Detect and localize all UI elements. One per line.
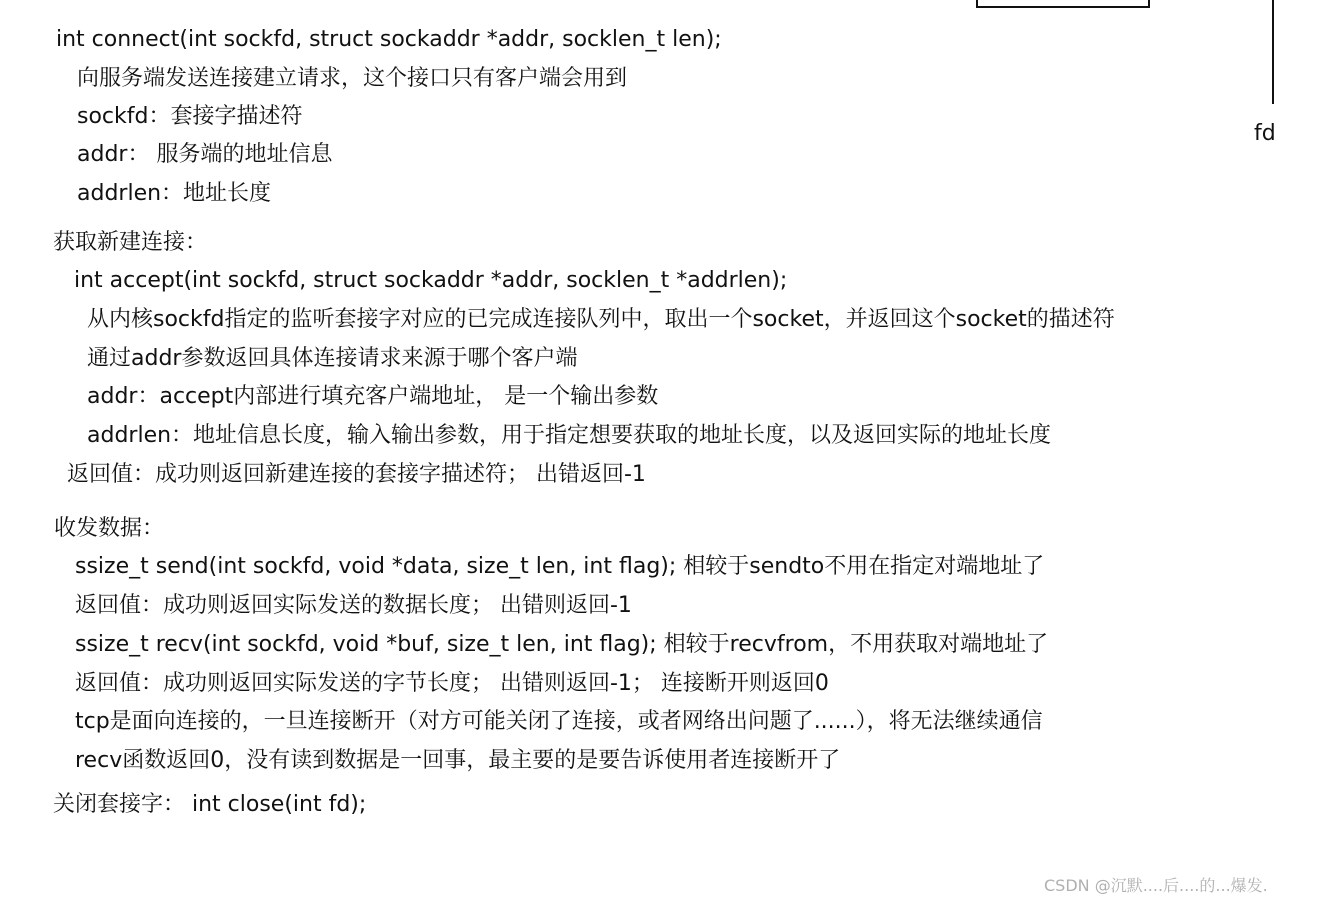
close-socket-line: 关闭套接字： int close(int fd); xyxy=(53,792,367,817)
send-recv-section-heading: 收发数据： xyxy=(54,516,165,541)
send-return-value: 返回值：成功则返回实际发送的数据长度； 出错则返回-1 xyxy=(75,593,632,618)
accept-addr-source: 通过addr参数返回具体连接请求来源于哪个客户端 xyxy=(87,346,578,371)
fd-label: fd xyxy=(1254,121,1276,146)
accept-param-addr: addr：accept内部进行填充客户端地址， 是一个输出参数 xyxy=(87,384,659,409)
accept-section-heading: 获取新建连接： xyxy=(53,230,208,255)
connect-param-sockfd: sockfd：套接字描述符 xyxy=(77,104,303,129)
tcp-connection-note: tcp是面向连接的，一旦连接断开（对方可能关闭了连接，或者网络出问题了......），将无法继续通信 xyxy=(75,709,1043,734)
accept-signature: int accept(int sockfd, struct sockaddr *addr, socklen_t *addrlen); xyxy=(74,268,788,293)
recv-zero-note: recv函数返回0，没有读到数据是一回事，最主要的是要告诉使用者连接断开了 xyxy=(75,748,841,773)
connector-line xyxy=(1272,0,1274,104)
accept-return-value: 返回值：成功则返回新建连接的套接字描述符； 出错返回-1 xyxy=(67,462,646,487)
csdn-watermark: CSDN @沉默....后....的...爆发. xyxy=(1044,876,1268,895)
connect-description: 向服务端发送连接建立请求，这个接口只有客户端会用到 xyxy=(77,66,628,91)
connect-param-addr: addr： 服务端的地址信息 xyxy=(77,142,333,167)
recv-return-value: 返回值：成功则返回实际发送的字节长度； 出错则返回-1； 连接断开则返回0 xyxy=(75,671,829,696)
connect-signature: int connect(int sockfd, struct sockaddr *addr, socklen_t len); xyxy=(56,27,722,52)
accept-param-addrlen: addrlen：地址信息长度，输入输出参数，用于指定想要获取的地址长度，以及返回实际的地址长度 xyxy=(87,423,1052,448)
send-signature: ssize_t send(int sockfd, void *data, size_t len, int flag); 相较于sendto不用在指定对端地址了 xyxy=(75,554,1045,579)
partial-box-shape xyxy=(976,0,1150,8)
accept-description: 从内核sockfd指定的监听套接字对应的已完成连接队列中，取出一个socket，并返回这个socket的描述符 xyxy=(87,307,1115,332)
recv-signature: ssize_t recv(int sockfd, void *buf, size_t len, int flag); 相较于recvfrom，不用获取对端地址了 xyxy=(75,632,1049,657)
connect-param-addrlen: addrlen：地址长度 xyxy=(77,181,272,206)
